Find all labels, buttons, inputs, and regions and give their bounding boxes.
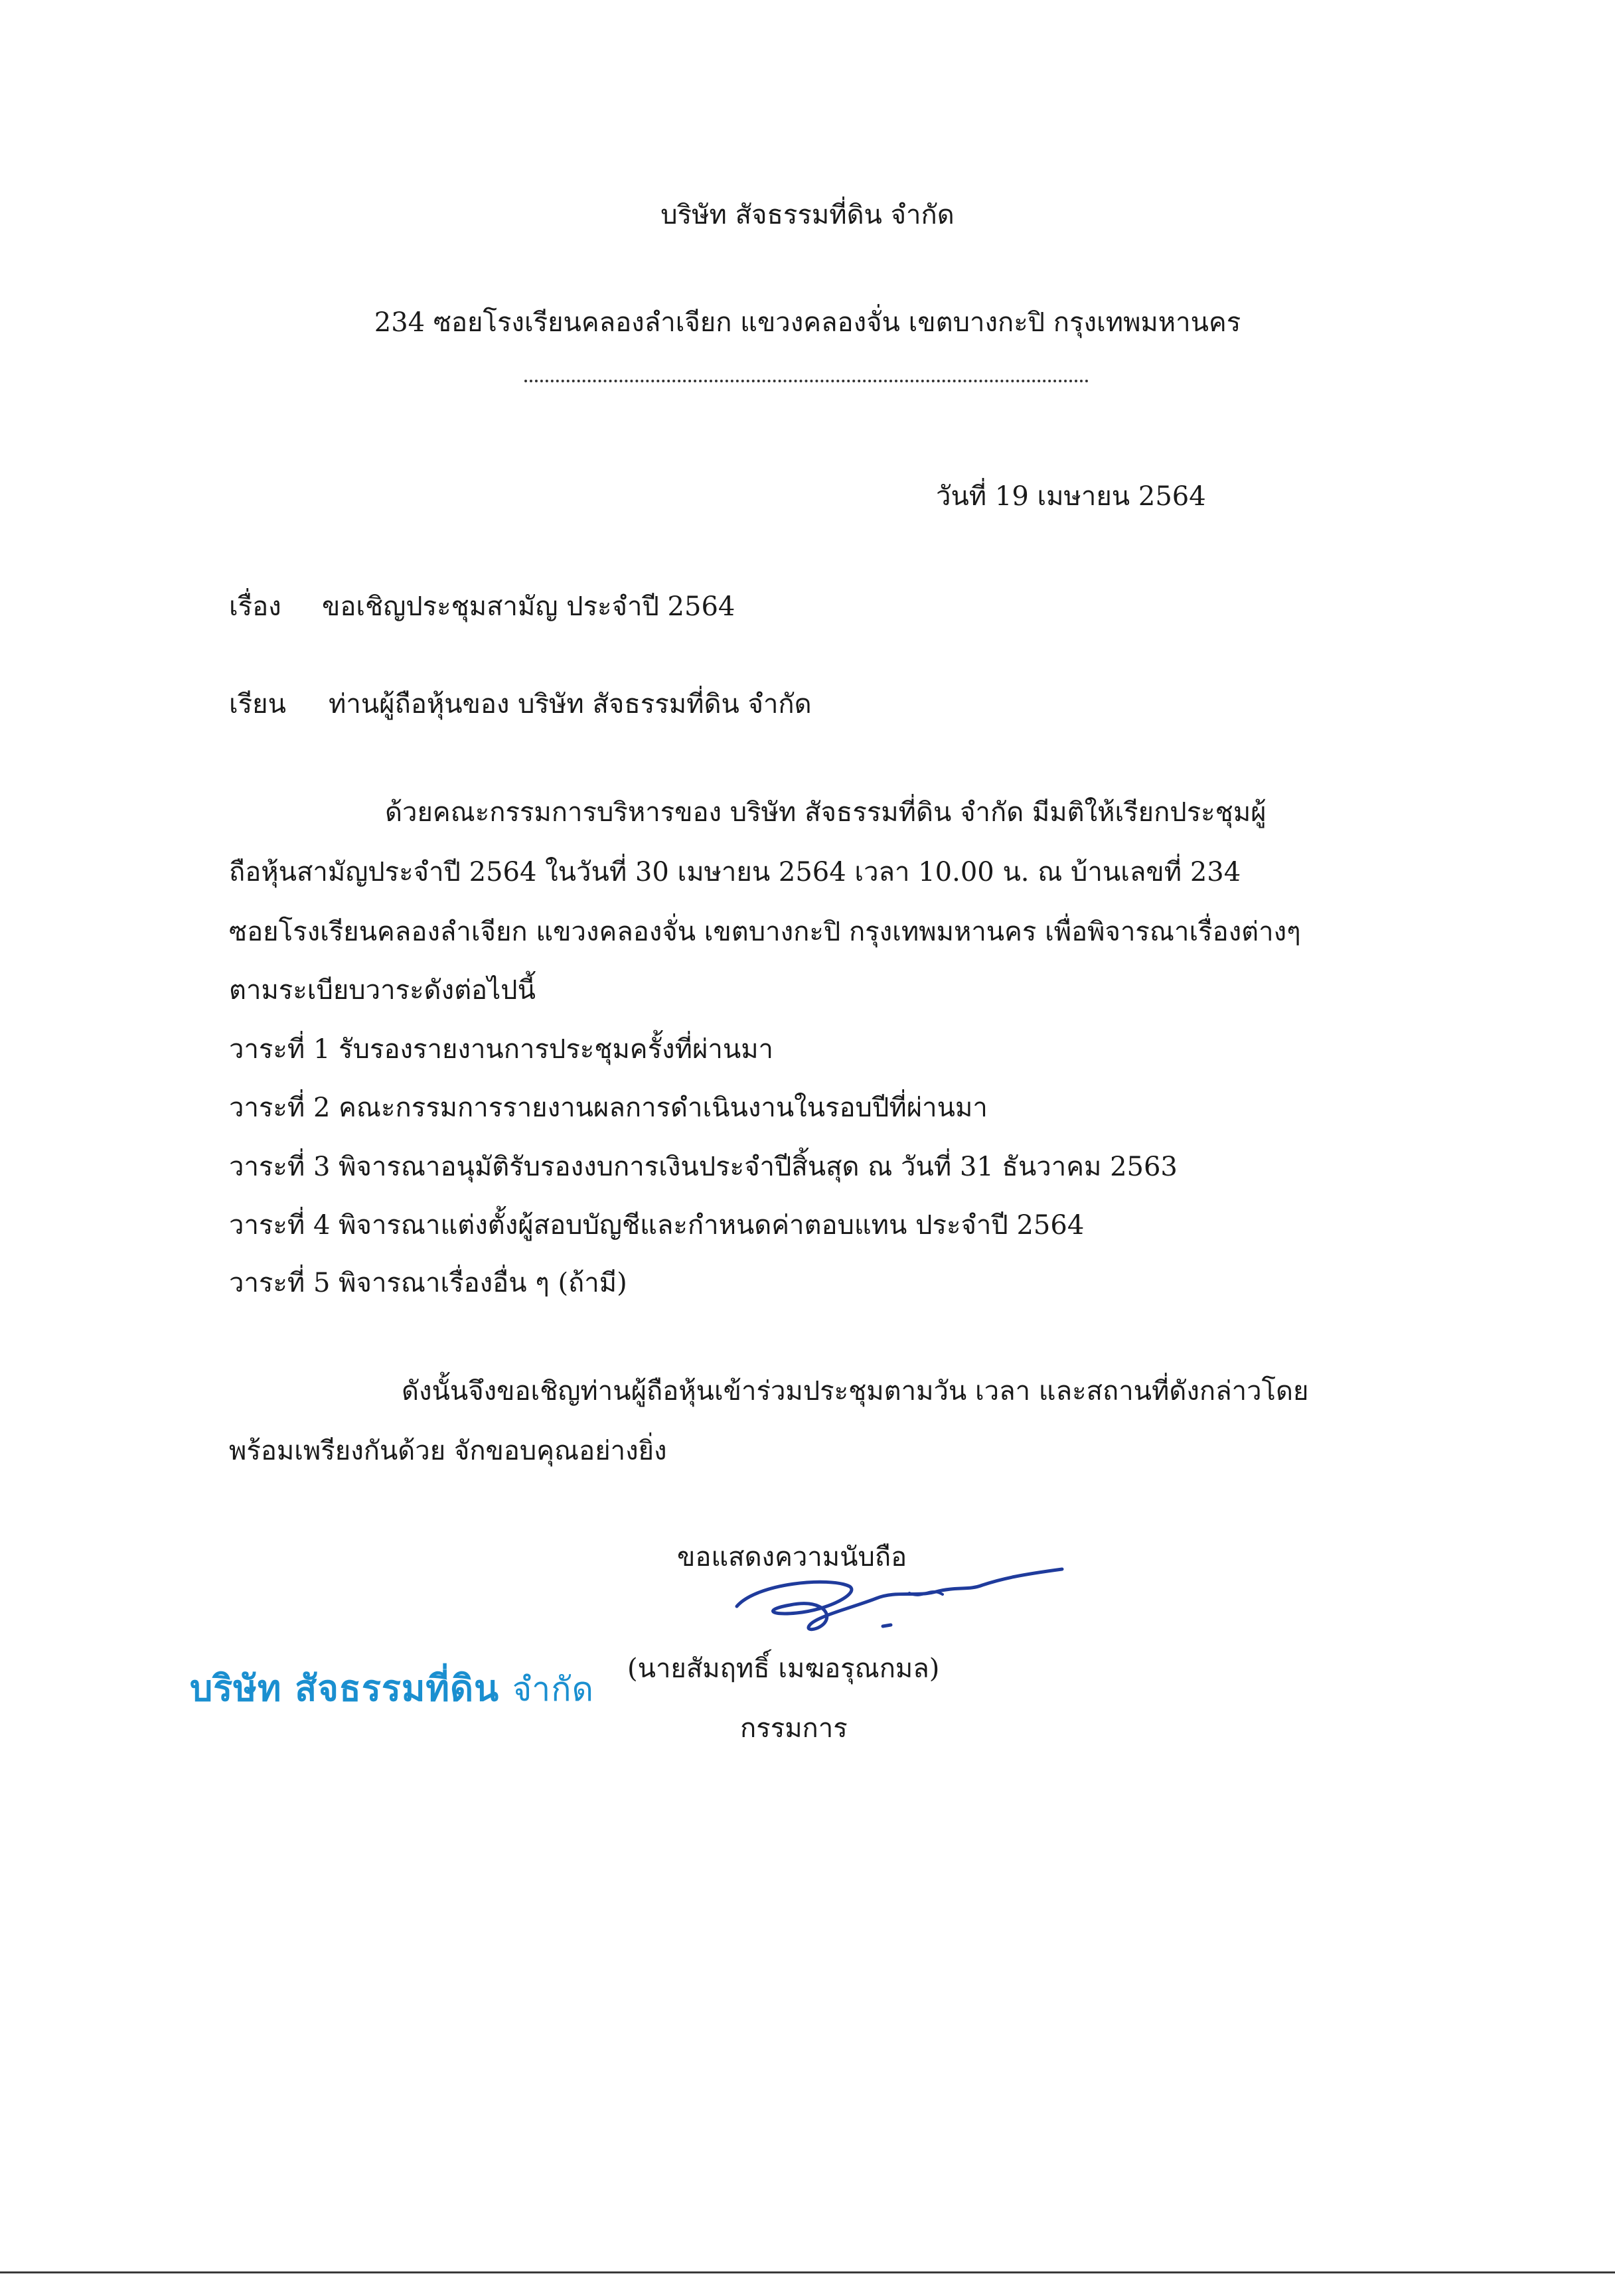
page-bottom-rule <box>0 2271 1615 2273</box>
signatory-title: กรรมการ <box>740 1713 848 1744</box>
regards-text: ขอแสดงความนับถือ <box>677 1542 907 1572</box>
body-line: ด้วยคณะกรรมการบริหารของ บริษัท สัจธรรมที่ดิน จำกัด มีมติให้เรียกประชุมผู้ <box>385 797 1267 828</box>
agenda-item: วาระที่ 4 พิจารณาแต่งตั้งผู้สอบบัญชีและกำหนดค่าตอบแทน ประจำปี 2564 <box>229 1210 1085 1241</box>
body-line: ถือหุ้นสามัญประจำปี 2564 ในวันที่ 30 เมษายน 2564 เวลา 10.00 น. ณ บ้านเลขที่ 234 <box>229 857 1241 887</box>
date-line: วันที่ 19 เมษายน 2564 <box>936 481 1206 512</box>
closing-line: พร้อมเพรียงกันด้วย จักขอบคุณอย่างยิ่ง <box>229 1436 667 1466</box>
body-line: ซอยโรงเรียนคลองลำเจียก แขวงคลองจั่น เขตบางกะปิ กรุงเทพมหานคร เพื่อพิจารณาเรื่องต่างๆ <box>229 917 1301 947</box>
address-dotted-rule <box>524 380 1089 382</box>
recipient-text: ท่านผู้ถือหุ้นของ บริษัท สัจธรรมที่ดิน จำกัด <box>329 689 812 720</box>
subject-text: ขอเชิญประชุมสามัญ ประจำปี 2564 <box>322 591 735 622</box>
signatory-name: (นายสัมฤทธิ์ เมฆอรุณกมล) <box>627 1653 940 1684</box>
stamp-text-regular: จำกัด <box>512 1670 594 1709</box>
closing-line: ดังนั้นจึงขอเชิญท่านผู้ถือหุ้นเข้าร่วมประชุมตามวัน เวลา และสถานที่ดังกล่าวโดย <box>402 1376 1309 1407</box>
agenda-item: วาระที่ 3 พิจารณาอนุมัติรับรองงบการเงินประจำปีสิ้นสุด ณ วันที่ 31 ธันวาคม 2563 <box>229 1152 1178 1182</box>
company-stamp <box>190 1659 594 1717</box>
agenda-item: วาระที่ 2 คณะกรรมการรายงานผลการดำเนินงานในรอบปีที่ผ่านมา <box>229 1093 988 1123</box>
handwritten-signature <box>717 1547 1089 1646</box>
agenda-item: วาระที่ 5 พิจารณาเรื่องอื่น ๆ (ถ้ามี) <box>229 1268 627 1298</box>
company-name: บริษัท สัจธรรมที่ดิน จำกัด <box>660 200 955 230</box>
company-address: 234 ซอยโรงเรียนคลองลำเจียก แขวงคลองจั่น เขตบางกะปิ กรุงเทพมหานคร <box>374 307 1241 338</box>
body-line: ตามระเบียบวาระดังต่อไปนี้ <box>229 975 536 1006</box>
stamp-text-bold: บริษัท สัจธรรมที่ดิน <box>190 1667 500 1709</box>
recipient-label: เรียน <box>229 689 286 720</box>
subject-label: เรื่อง <box>229 591 281 622</box>
agenda-item: วาระที่ 1 รับรองรายงานการประชุมครั้งที่ผ่านมา <box>229 1034 774 1065</box>
